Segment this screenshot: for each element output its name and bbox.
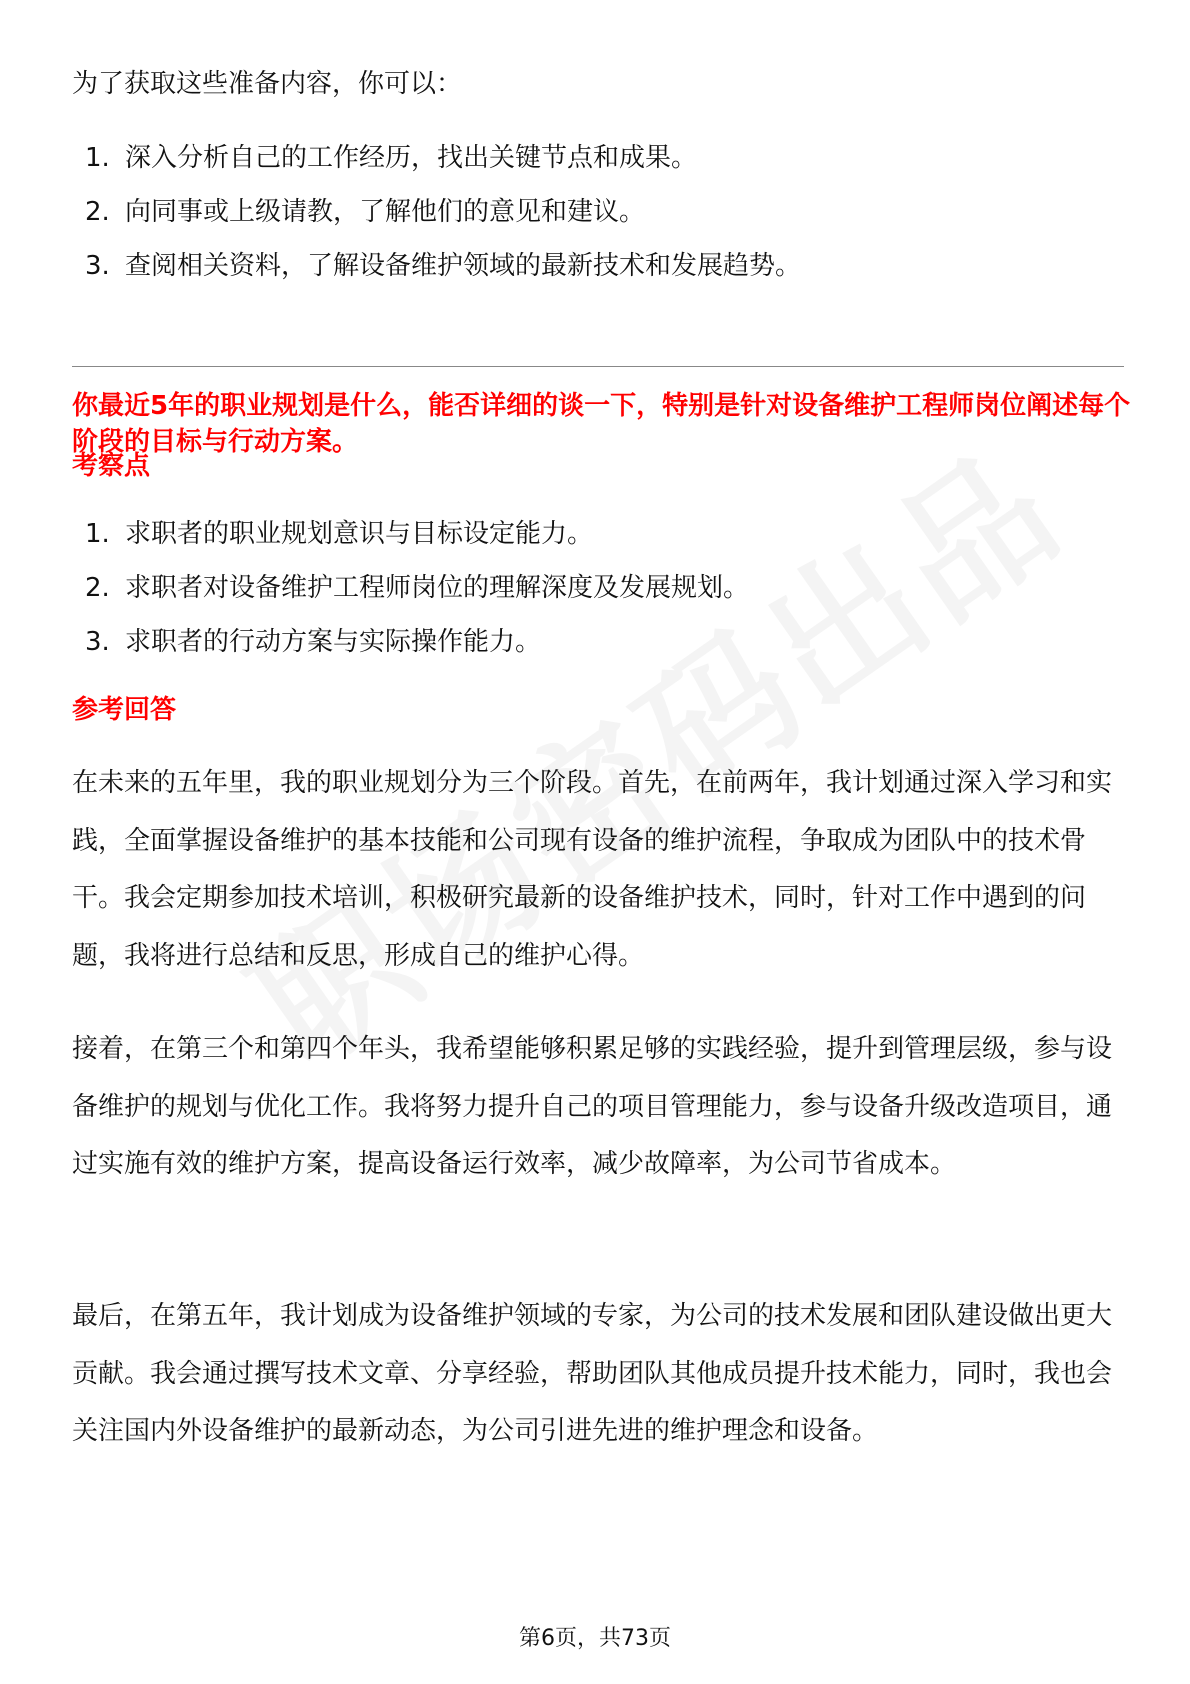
intro-text: 为了获取这些准备内容，你可以： — [72, 69, 463, 99]
question-heading: 你最近5年的职业规划是什么，能否详细的谈一下，特别是针对设备维护工程师岗位阐述每个阶段的目标与行动方案。 — [72, 391, 1131, 457]
list-number: 1. — [85, 519, 110, 549]
answer-paragraph: 接着，在第三个和第四个年头，我希望能够积累足够的实践经验，提升到管理层级，参与设备维护的规划与优化工作。我将努力提升自己的项目管理能力，参与设备升级改造项目，通过实施有效的维护方案，提高设备运行效率，减少故障率，为公司节省成本。 — [72, 1034, 1113, 1179]
list-number: 2. — [85, 197, 110, 227]
list-text: 向同事或上级请教，了解他们的意见和建议。 — [125, 197, 646, 227]
exam-points-title: 考察点 — [72, 451, 151, 481]
list-text: 求职者的行动方案与实际操作能力。 — [125, 627, 542, 657]
list-number: 3. — [85, 627, 110, 657]
list-number: 3. — [85, 251, 110, 281]
list-text: 深入分析自己的工作经历，找出关键节点和成果。 — [125, 143, 698, 173]
list-text: 求职者的职业规划意识与目标设定能力。 — [125, 519, 594, 549]
page-footer: 第6页，共73页 — [519, 1626, 671, 1651]
watermark — [178, 373, 1121, 1124]
answer-title: 参考回答 — [72, 695, 177, 725]
answer-paragraph: 最后，在第五年，我计划成为设备维护领域的专家，为公司的技术发展和团队建设做出更大贡献。我会通过撰写技术文章、分享经验，帮助团队其他成员提升技术能力，同时，我也会关注国内外设备维护的最新动态，为公司引进先进的维护理念和设备。 — [72, 1301, 1113, 1446]
list-text: 求职者对设备维护工程师岗位的理解深度及发展规划。 — [125, 573, 750, 603]
answer-paragraph: 在未来的五年里，我的职业规划分为三个阶段。首先，在前两年，我计划通过深入学习和实践，全面掌握设备维护的基本技能和公司现有设备的维护流程，争取成为团队中的技术骨干。我会定期参加技术培训，积极研究最新的设备维护技术，同时，针对工作中遇到的问题，我将进行总结和反思，形成自己的维护心得。 — [72, 768, 1113, 971]
list-number: 1. — [85, 143, 110, 173]
list-number: 2. — [85, 573, 110, 603]
list-text: 查阅相关资料，了解设备维护领域的最新技术和发展趋势。 — [125, 251, 802, 281]
section-divider — [72, 366, 1124, 367]
